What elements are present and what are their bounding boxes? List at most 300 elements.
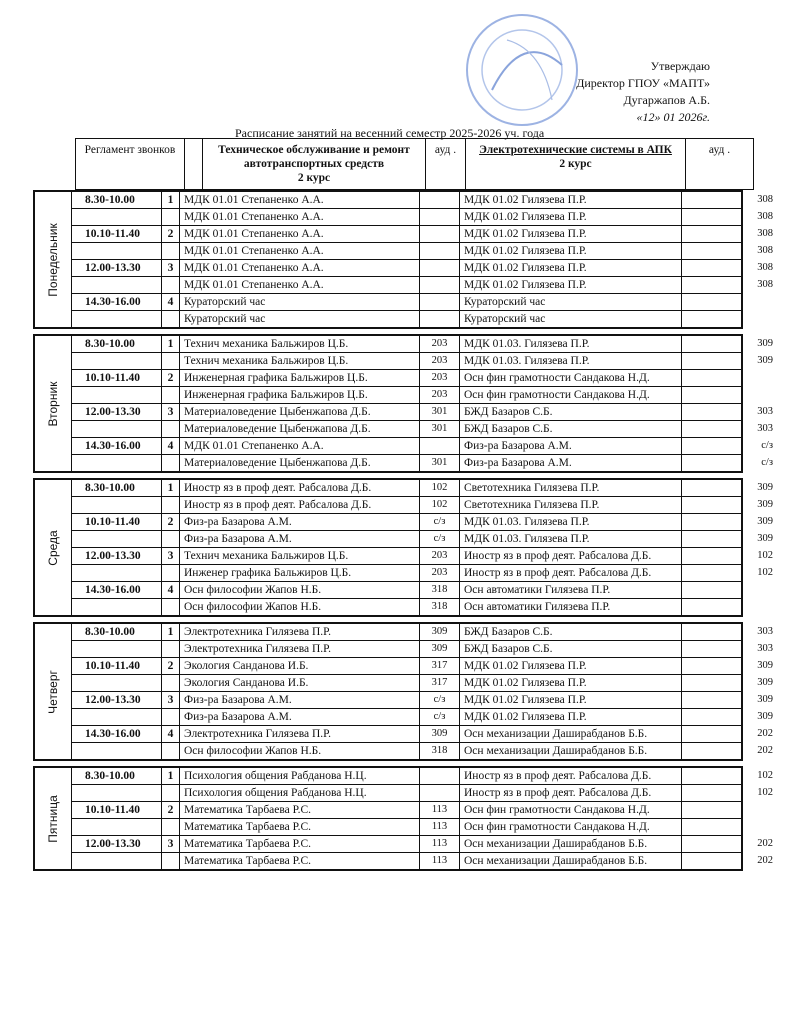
table-row: [71, 192, 773, 209]
group2-subject: Осн фин грамотности Сандакова Н.Д.: [459, 819, 681, 835]
group1-room: 309: [419, 624, 459, 640]
group2-room: [681, 599, 777, 615]
bell-time: 14.30-16.00: [85, 296, 141, 308]
lesson-number: 1: [161, 480, 179, 496]
day-block: [33, 190, 773, 329]
lesson-number: 3: [161, 548, 179, 564]
table-row: [71, 624, 773, 641]
day-rows: [71, 336, 773, 471]
table-header: [75, 138, 754, 190]
group2-room: 102: [681, 565, 777, 581]
group2-subject: Светотехника Гилязева П.Р.: [459, 497, 681, 513]
group1-subject: Электротехника Гилязева П.Р.: [179, 624, 419, 640]
group2-subject: БЖД Базаров С.Б.: [459, 641, 681, 657]
table-row: [71, 277, 773, 294]
group2-room: 308: [681, 260, 777, 276]
day-block: [33, 478, 773, 617]
bell-time: [71, 709, 161, 725]
group1-room: [419, 768, 459, 784]
group1-room: 301: [419, 455, 459, 471]
group2-room: 303: [681, 641, 777, 657]
header-bells: Регламент звонков: [84, 144, 176, 156]
day-block: [33, 766, 773, 871]
group1-room: [419, 311, 459, 327]
day-name: Понедельник: [46, 222, 60, 297]
lesson-number: 2: [161, 226, 179, 242]
header-aud2: ауд .: [685, 139, 753, 189]
header-group1: [202, 139, 425, 189]
day-name: Пятница: [46, 794, 60, 843]
group2-subject: Кураторский час: [459, 294, 681, 310]
table-row: [71, 853, 773, 869]
table-row: [71, 836, 773, 853]
lesson-number: 3: [161, 836, 179, 852]
bell-time: [71, 353, 161, 369]
bell-time: 12.00-13.30: [85, 406, 141, 418]
table-row: [71, 641, 773, 658]
lesson-number: [161, 311, 179, 327]
group1-room: 113: [419, 802, 459, 818]
group2-room: [681, 311, 777, 327]
day-rows: [71, 192, 773, 327]
group2-subject: Осн механизации Даширабданов Б.Б.: [459, 836, 681, 852]
lesson-number: 1: [161, 192, 179, 208]
group1-subject: Экология Санданова И.Б.: [179, 658, 419, 674]
group2-subject: Иностр яз в проф деят. Рабсалова Д.Б.: [459, 768, 681, 784]
bell-time: 10.10-11.40: [85, 516, 140, 528]
bell-time: 14.30-16.00: [85, 440, 141, 452]
group1-subject: МДК 01.01 Степаненко А.А.: [179, 260, 419, 276]
table-row: [71, 455, 773, 471]
group1-subject: Психология общения Рабданова Н.Ц.: [179, 785, 419, 801]
table-row: [71, 404, 773, 421]
group1-subject: Технич механика Бальжиров Ц.Б.: [179, 336, 419, 352]
group1-room: 203: [419, 565, 459, 581]
group1-subject: МДК 01.01 Степаненко А.А.: [179, 277, 419, 293]
group2-subject: МДК 01.03. Гилязева П.Р.: [459, 353, 681, 369]
group2-subject: Физ-ра Базарова А.М.: [459, 455, 681, 471]
group2-subject: Кураторский час: [459, 311, 681, 327]
lesson-number: 4: [161, 582, 179, 598]
group1-subject: Инженер графика Бальжиров Ц.Б.: [179, 565, 419, 581]
table-row: [71, 675, 773, 692]
lesson-number: [161, 531, 179, 547]
group1-room: [419, 243, 459, 259]
group2-room: 308: [681, 226, 777, 242]
group2-subject: МДК 01.02 Гилязева П.Р.: [459, 675, 681, 691]
table-row: [71, 387, 741, 404]
table-row: [71, 370, 741, 387]
bell-time: 10.10-11.40: [85, 372, 140, 384]
group1-subject: Инженерная графика Бальжиров Ц.Б.: [179, 387, 419, 403]
group2-room: [681, 582, 777, 598]
group1-room: [419, 209, 459, 225]
table-row: [71, 743, 773, 759]
group2-room: 309: [681, 336, 777, 352]
lesson-number: [161, 785, 179, 801]
lesson-number: [161, 853, 179, 869]
table-row: [71, 658, 773, 675]
header-group1-name: Техническое обслуживание и ремонт автотранспортных средств: [218, 144, 410, 170]
group1-room: 309: [419, 641, 459, 657]
group2-room: 309: [681, 658, 777, 674]
day-rows: [71, 624, 773, 759]
group1-room: 301: [419, 421, 459, 437]
group1-room: с/з: [419, 692, 459, 708]
day-block: [33, 622, 773, 761]
day-rows: [71, 480, 773, 615]
bell-time: [71, 675, 161, 691]
group1-room: 317: [419, 675, 459, 691]
lesson-number: [161, 497, 179, 513]
group1-subject: Электротехника Гилязева П.Р.: [179, 726, 419, 742]
group2-room: 303: [681, 421, 777, 437]
group1-subject: Математика Тарбаева Р.С.: [179, 802, 419, 818]
group2-subject: МДК 01.02 Гилязева П.Р.: [459, 243, 681, 259]
bell-time: [71, 743, 161, 759]
table-row: [71, 243, 773, 260]
group1-room: 203: [419, 353, 459, 369]
group2-subject: МДК 01.02 Гилязева П.Р.: [459, 658, 681, 674]
bell-time: [71, 565, 161, 581]
group2-subject: Осн фин грамотности Сандакова Н.Д.: [459, 802, 681, 818]
group2-room: с/з: [681, 455, 777, 471]
lesson-number: 3: [161, 692, 179, 708]
lesson-number: 2: [161, 802, 179, 818]
group1-room: [419, 438, 459, 454]
group1-room: 203: [419, 336, 459, 352]
lesson-number: 3: [161, 260, 179, 276]
group2-room: 308: [681, 209, 777, 225]
director-line: Директор ГПОУ «МАПТ»: [576, 76, 710, 90]
group1-subject: Иностр яз в проф деят. Рабсалова Д.Б.: [179, 497, 419, 513]
bell-time: [71, 243, 161, 259]
lesson-number: [161, 421, 179, 437]
group2-subject: МДК 01.02 Гилязева П.Р.: [459, 260, 681, 276]
group2-room: 309: [681, 675, 777, 691]
group2-subject: МДК 01.03. Гилязева П.Р.: [459, 514, 681, 530]
group1-subject: Психология общения Рабданова Н.Ц.: [179, 768, 419, 784]
table-row: [71, 726, 773, 743]
group1-room: 113: [419, 836, 459, 852]
lesson-number: [161, 277, 179, 293]
bell-time: 10.10-11.40: [85, 228, 140, 240]
bell-time: 12.00-13.30: [85, 694, 141, 706]
group1-subject: Осн философии Жапов Н.Б.: [179, 599, 419, 615]
group1-subject: Математика Тарбаева Р.С.: [179, 836, 419, 852]
bell-time: [71, 785, 161, 801]
bell-time: [71, 455, 161, 471]
bell-time: 8.30-10.00: [85, 770, 135, 782]
group2-subject: Осн фин грамотности Сандакова Н.Д.: [459, 370, 681, 386]
group2-room: [681, 802, 777, 818]
group2-room: 308: [681, 192, 777, 208]
lesson-number: 2: [161, 370, 179, 386]
bell-time: 14.30-16.00: [85, 728, 141, 740]
table-row: [71, 768, 773, 785]
bell-time: 12.00-13.30: [85, 838, 141, 850]
table-row: [71, 514, 773, 531]
group2-subject: Светотехника Гилязева П.Р.: [459, 480, 681, 496]
group1-subject: Математика Тарбаева Р.С.: [179, 819, 419, 835]
lesson-number: 1: [161, 624, 179, 640]
lesson-number: [161, 353, 179, 369]
day-label: [35, 768, 72, 869]
group2-room: [681, 370, 777, 386]
table-row: [71, 438, 773, 455]
lesson-number: [161, 209, 179, 225]
group2-subject: Иностр яз в проф деят. Рабсалова Д.Б.: [459, 548, 681, 564]
group1-subject: МДК 01.01 Степаненко А.А.: [179, 438, 419, 454]
approval-block: [520, 58, 710, 126]
group2-room: 202: [681, 853, 777, 869]
day-label: [35, 336, 72, 471]
group2-room: 309: [681, 709, 777, 725]
group1-subject: МДК 01.01 Степаненко А.А.: [179, 226, 419, 242]
day-name: Вторник: [46, 381, 60, 426]
day-label: [35, 192, 72, 327]
group2-room: 309: [681, 353, 777, 369]
lesson-number: 1: [161, 768, 179, 784]
group1-subject: Технич механика Бальжиров Ц.Б.: [179, 548, 419, 564]
group2-subject: Иностр яз в проф деят. Рабсалова Д.Б.: [459, 565, 681, 581]
lesson-number: [161, 675, 179, 691]
group1-room: 318: [419, 599, 459, 615]
table-row: [71, 353, 773, 370]
table-row: [71, 226, 773, 243]
group2-room: 303: [681, 404, 777, 420]
table-row: [71, 785, 773, 802]
group2-room: 202: [681, 726, 777, 742]
lesson-number: [161, 243, 179, 259]
bell-time: [71, 497, 161, 513]
table-row: [71, 480, 773, 497]
group1-subject: Физ-ра Базарова А.М.: [179, 692, 419, 708]
group2-subject: Физ-ра Базарова А.М.: [459, 438, 681, 454]
group1-room: 318: [419, 743, 459, 759]
group2-subject: МДК 01.03. Гилязева П.Р.: [459, 336, 681, 352]
table-row: [71, 336, 773, 353]
day-name: Среда: [46, 529, 60, 566]
bell-time: [71, 819, 161, 835]
lesson-number: [161, 599, 179, 615]
group2-subject: МДК 01.02 Гилязева П.Р.: [459, 277, 681, 293]
group2-room: 309: [681, 514, 777, 530]
bell-time: 14.30-16.00: [85, 584, 141, 596]
approval-line: Утверждаю: [650, 59, 710, 73]
lesson-number: 4: [161, 726, 179, 742]
group1-room: с/з: [419, 709, 459, 725]
lesson-number: 2: [161, 514, 179, 530]
group1-subject: Математика Тарбаева Р.С.: [179, 853, 419, 869]
lesson-number: [161, 709, 179, 725]
group2-subject: Осн механизации Даширабданов Б.Б.: [459, 853, 681, 869]
lesson-number: [161, 565, 179, 581]
document-title: Расписание занятий на весенний семестр 2025-2026 уч. года: [235, 126, 545, 140]
group1-room: [419, 226, 459, 242]
group2-room: 309: [681, 497, 777, 513]
lesson-number: [161, 641, 179, 657]
table-row: [71, 692, 773, 709]
bell-time: [71, 387, 161, 403]
bell-time: 12.00-13.30: [85, 550, 141, 562]
day-label: [35, 480, 72, 615]
bell-time: 10.10-11.40: [85, 660, 140, 672]
group2-room: [681, 294, 777, 310]
group1-room: 102: [419, 497, 459, 513]
group2-subject: МДК 01.02 Гилязева П.Р.: [459, 209, 681, 225]
group1-subject: МДК 01.01 Степаненко А.А.: [179, 243, 419, 259]
group1-room: с/з: [419, 514, 459, 530]
group1-room: 318: [419, 582, 459, 598]
day-rows: [71, 768, 773, 869]
group2-subject: БЖД Базаров С.Б.: [459, 624, 681, 640]
bell-time: [71, 277, 161, 293]
group1-room: [419, 785, 459, 801]
group1-subject: МДК 01.01 Степаненко А.А.: [179, 192, 419, 208]
table-row: [71, 599, 741, 615]
group1-subject: Экология Санданова И.Б.: [179, 675, 419, 691]
lesson-number: [161, 819, 179, 835]
group1-room: [419, 192, 459, 208]
group1-subject: Иностр яз в проф деят. Рабсалова Д.Б.: [179, 480, 419, 496]
group2-room: 303: [681, 624, 777, 640]
bell-time: 8.30-10.00: [85, 338, 135, 350]
group2-room: 308: [681, 277, 777, 293]
group2-subject: МДК 01.02 Гилязева П.Р.: [459, 192, 681, 208]
lesson-number: 4: [161, 294, 179, 310]
table-row: [71, 548, 773, 565]
group1-room: с/з: [419, 531, 459, 547]
bell-time: 12.00-13.30: [85, 262, 141, 274]
lesson-number: 2: [161, 658, 179, 674]
group2-subject: МДК 01.02 Гилязева П.Р.: [459, 226, 681, 242]
group1-subject: Физ-ра Базарова А.М.: [179, 531, 419, 547]
group2-room: [681, 819, 777, 835]
bell-time: [71, 641, 161, 657]
header-spacer: [184, 139, 202, 189]
bell-time: 8.30-10.00: [85, 482, 135, 494]
table-row: [71, 311, 741, 327]
group2-room: 102: [681, 768, 777, 784]
table-row: [71, 582, 741, 599]
group2-room: 202: [681, 743, 777, 759]
bell-time: [71, 531, 161, 547]
table-row: [71, 209, 773, 226]
lesson-number: [161, 387, 179, 403]
table-row: [71, 531, 773, 548]
bell-time: 10.10-11.40: [85, 804, 140, 816]
bell-time: 8.30-10.00: [85, 626, 135, 638]
bell-time: [71, 599, 161, 615]
group2-room: 308: [681, 243, 777, 259]
group2-subject: Осн механизации Даширабданов Б.Б.: [459, 726, 681, 742]
group2-room: 202: [681, 836, 777, 852]
group2-subject: БЖД Базаров С.Б.: [459, 421, 681, 437]
group2-room: 309: [681, 480, 777, 496]
approval-date: «12» 01 2026г.: [636, 110, 710, 124]
bell-time: 8.30-10.00: [85, 194, 135, 206]
table-row: [71, 294, 741, 311]
bell-time: [71, 311, 161, 327]
group1-room: [419, 294, 459, 310]
group1-room: 102: [419, 480, 459, 496]
group1-subject: Инженерная графика Бальжиров Ц.Б.: [179, 370, 419, 386]
group1-subject: Материаловедение Цыбенжапова Д.Б.: [179, 455, 419, 471]
header-group2-course: 2 курс: [559, 158, 592, 170]
group2-subject: Осн автоматики Гилязева П.Р.: [459, 582, 681, 598]
day-label: [35, 624, 72, 759]
group2-room: [681, 387, 777, 403]
table-row: [71, 802, 741, 819]
group2-subject: Осн механизации Даширабданов Б.Б.: [459, 743, 681, 759]
group1-subject: Кураторский час: [179, 311, 419, 327]
bell-time: [71, 209, 161, 225]
group2-subject: МДК 01.02 Гилязева П.Р.: [459, 709, 681, 725]
group2-subject: БЖД Базаров С.Б.: [459, 404, 681, 420]
day-block: [33, 334, 773, 473]
group1-subject: Осн философии Жапов Н.Б.: [179, 743, 419, 759]
group2-room: 309: [681, 531, 777, 547]
group1-room: 203: [419, 387, 459, 403]
lesson-number: 1: [161, 336, 179, 352]
group1-room: [419, 277, 459, 293]
lesson-number: [161, 743, 179, 759]
table-row: [71, 709, 773, 726]
group1-room: 309: [419, 726, 459, 742]
group2-room: 102: [681, 548, 777, 564]
group2-subject: Осн фин грамотности Сандакова Н.Д.: [459, 387, 681, 403]
director-name: Дугаржапов А.Б.: [623, 93, 710, 107]
group2-room: 309: [681, 692, 777, 708]
group1-subject: Материаловедение Цыбенжапова Д.Б.: [179, 421, 419, 437]
group1-room: 317: [419, 658, 459, 674]
group1-subject: Электротехника Гилязева П.Р.: [179, 641, 419, 657]
group2-subject: Осн автоматики Гилязева П.Р.: [459, 599, 681, 615]
group1-room: 203: [419, 548, 459, 564]
table-row: [71, 497, 773, 514]
header-group2: [465, 139, 685, 189]
group1-room: 113: [419, 853, 459, 869]
bell-time: [71, 421, 161, 437]
group1-room: 113: [419, 819, 459, 835]
lesson-number: [161, 455, 179, 471]
group2-room: 102: [681, 785, 777, 801]
group1-room: [419, 260, 459, 276]
lesson-number: 3: [161, 404, 179, 420]
table-row: [71, 421, 773, 438]
header-group1-course: 2 курс: [297, 172, 331, 184]
header-group2-name: Электротехнические системы в АПК: [479, 144, 672, 156]
table-row: [71, 260, 773, 277]
group1-subject: МДК 01.01 Степаненко А.А.: [179, 209, 419, 225]
group1-subject: Технич механика Бальжиров Ц.Б.: [179, 353, 419, 369]
group2-subject: МДК 01.03. Гилязева П.Р.: [459, 531, 681, 547]
group1-room: 301: [419, 404, 459, 420]
group1-subject: Осн философии Жапов Н.Б.: [179, 582, 419, 598]
day-name: Четверг: [46, 669, 60, 714]
group1-subject: Физ-ра Базарова А.М.: [179, 709, 419, 725]
header-aud1: ауд .: [425, 139, 465, 189]
bell-time: [71, 853, 161, 869]
group1-subject: Кураторский час: [179, 294, 419, 310]
group1-subject: Физ-ра Базарова А.М.: [179, 514, 419, 530]
schedule-body: [33, 190, 773, 876]
lesson-number: 4: [161, 438, 179, 454]
group1-room: 203: [419, 370, 459, 386]
group2-subject: Иностр яз в проф деят. Рабсалова Д.Б.: [459, 785, 681, 801]
table-row: [71, 565, 773, 582]
